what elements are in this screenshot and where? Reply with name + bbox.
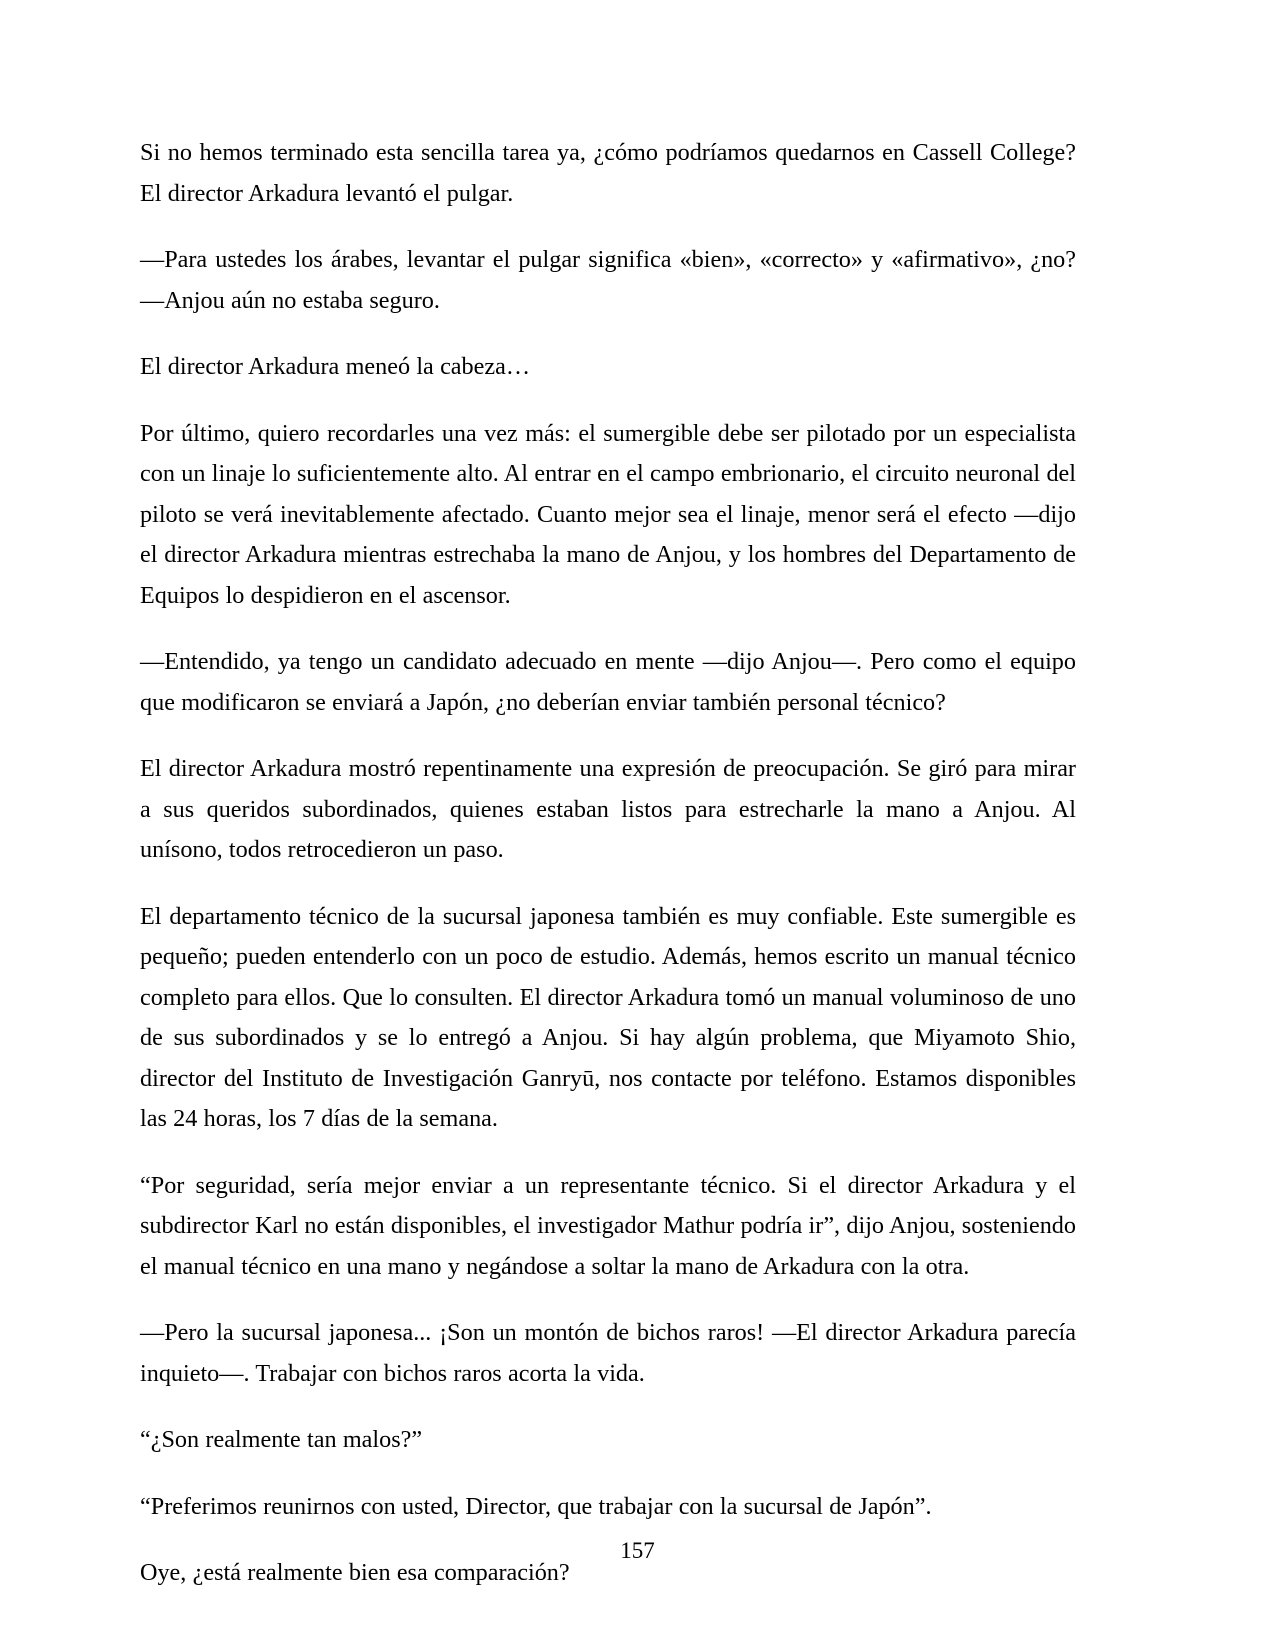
paragraph: Si no hemos terminado esta sencilla tarea ya, ¿cómo podríamos quedarnos en Cassell College? El director Arkadura levantó el pulgar. bbox=[140, 139, 1076, 207]
paragraph: El director Arkadura meneó la cabeza… bbox=[140, 353, 531, 380]
page-number: 157 bbox=[620, 1538, 655, 1563]
paragraph: —Pero la sucursal japonesa... ¡Son un montón de bichos raros! —El director Arkadura parecía inquieto—. Trabajar con bichos raros acorta la vida. bbox=[140, 1319, 1076, 1387]
body-text-column bbox=[140, 133, 1076, 1594]
paragraph: El departamento técnico de la sucursal japonesa también es muy confiable. Este sumergible es pequeño; pueden entenderlo con un poco de estudio. Además, hemos escrito un manual técnico completo para ellos. Que lo consulten. El director Arkadura tomó un manual voluminoso de uno de sus subordinados y se lo entregó a Anjou. Si hay algún problema, que Miyamoto Shio, director del Instituto de Investigación Ganryū, nos contacte por teléfono. Estamos disponibles las 24 horas, los 7 días de la semana. bbox=[140, 902, 1076, 1132]
paragraph: Oye, ¿está realmente bien esa comparación? bbox=[140, 1559, 570, 1586]
paragraph: “¿Son realmente tan malos?” bbox=[140, 1426, 423, 1453]
paragraph: “Preferimos reunirnos con usted, Director, que trabajar con la sucursal de Japón”. bbox=[140, 1492, 932, 1520]
paragraph: —Para ustedes los árabes, levantar el pulgar significa «bien», «correcto» y «afirmativo», ¿no? —Anjou aún no estaba seguro. bbox=[140, 246, 1076, 314]
paragraph: Por último, quiero recordarles una vez más: el sumergible debe ser pilotado por un especialista con un linaje lo suficientemente alto. Al entrar en el campo embrionario, el circuito neuronal del piloto se verá inevitablemente afectado. Cuanto mejor sea el linaje, menor será el efecto —dijo el director Arkadura mientras estrechaba la mano de Anjou, y los hombres del Departamento de Equipos lo despidieron en el ascensor. bbox=[140, 419, 1076, 609]
paragraph: —Entendido, ya tengo un candidato adecuado en mente —dijo Anjou—. Pero como el equipo que modificaron se enviará a Japón, ¿no deberían enviar también personal técnico? bbox=[140, 648, 1076, 716]
paragraph: El director Arkadura mostró repentinamente una expresión de preocupación. Se giró para mirar a sus queridos subordinados, quienes estaban listos para estrecharle la mano a Anjou. Al unísono, todos retrocedieron un paso. bbox=[140, 755, 1076, 863]
paragraph: “Por seguridad, sería mejor enviar a un representante técnico. Si el director Arkadura y el subdirector Karl no están disponibles, el investigador Mathur podría ir”, dijo Anjou, sosteniendo el manual técnico en una mano y negándose a soltar la mano de Arkadura con la otra. bbox=[140, 1171, 1076, 1280]
